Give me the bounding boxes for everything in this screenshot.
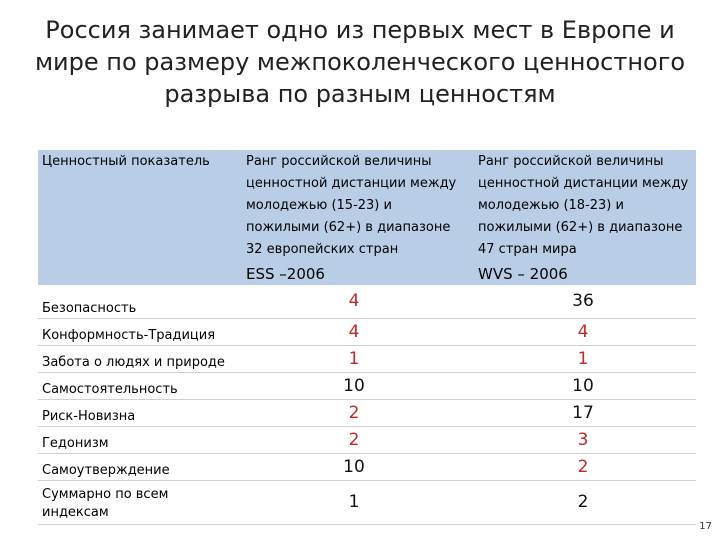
- header-wvs-source: WVS – 2006: [478, 265, 568, 283]
- table-row: [38, 318, 696, 345]
- page-number: 17: [699, 521, 712, 532]
- header-indicator-label: Ценностный показатель: [42, 154, 210, 169]
- page-title: [30, 14, 690, 110]
- header-wvs-label: Ранг российской величины ценностной дистанции между молодежью (18-23) и пожилыми (62+) в диапазоне 47 стран мира: [478, 154, 689, 257]
- row-label: Конформность-Традиция: [38, 318, 238, 345]
- title-line-1: Россия занимает одно из первых мест в Европе и: [45, 16, 675, 44]
- ess-rank: 4: [238, 318, 470, 345]
- row-label: Безопасность: [38, 285, 238, 318]
- ess-rank: 10: [238, 453, 470, 480]
- header-ess-label: Ранг российской величины ценностной дистанции между молодежью (15-23) и пожилыми (62+) в диапазоне 32 европейских стран: [246, 154, 457, 257]
- wvs-rank: 4: [470, 318, 696, 345]
- ranking-table: [38, 150, 696, 525]
- title-line-3: разрыва по разным ценностям: [164, 80, 556, 108]
- ess-rank: 4: [238, 285, 470, 318]
- table-row: [38, 453, 696, 480]
- ess-rank: 1: [238, 480, 470, 524]
- header-wvs: [470, 150, 696, 285]
- ess-rank: 1: [238, 345, 470, 372]
- row-label: Самостоятельность: [38, 372, 238, 399]
- table-row: [38, 426, 696, 453]
- wvs-rank: 1: [470, 345, 696, 372]
- wvs-rank: 3: [470, 426, 696, 453]
- wvs-rank: 36: [470, 285, 696, 318]
- header-ess: [238, 150, 470, 285]
- row-label: Суммарно по всем индексам: [38, 480, 238, 524]
- row-label: Самоутверждение: [38, 453, 238, 480]
- header-indicator: [38, 150, 238, 285]
- ess-rank: 2: [238, 426, 470, 453]
- title-line-2: мире по размеру межпоколенческого ценностного: [34, 48, 686, 76]
- table-row: [38, 399, 696, 426]
- row-label: Риск-Новизна: [38, 399, 238, 426]
- table-header-row: [38, 150, 696, 285]
- wvs-rank: 10: [470, 372, 696, 399]
- row-label: Забота о людях и природе: [38, 345, 238, 372]
- wvs-rank: 17: [470, 399, 696, 426]
- table-row: [38, 285, 696, 318]
- table-row: [38, 480, 696, 524]
- wvs-rank: 2: [470, 480, 696, 524]
- row-label: Гедонизм: [38, 426, 238, 453]
- header-ess-source: ESS –2006: [246, 265, 325, 283]
- table-row: [38, 372, 696, 399]
- wvs-rank: 2: [470, 453, 696, 480]
- table-row: [38, 345, 696, 372]
- ess-rank: 10: [238, 372, 470, 399]
- ess-rank: 2: [238, 399, 470, 426]
